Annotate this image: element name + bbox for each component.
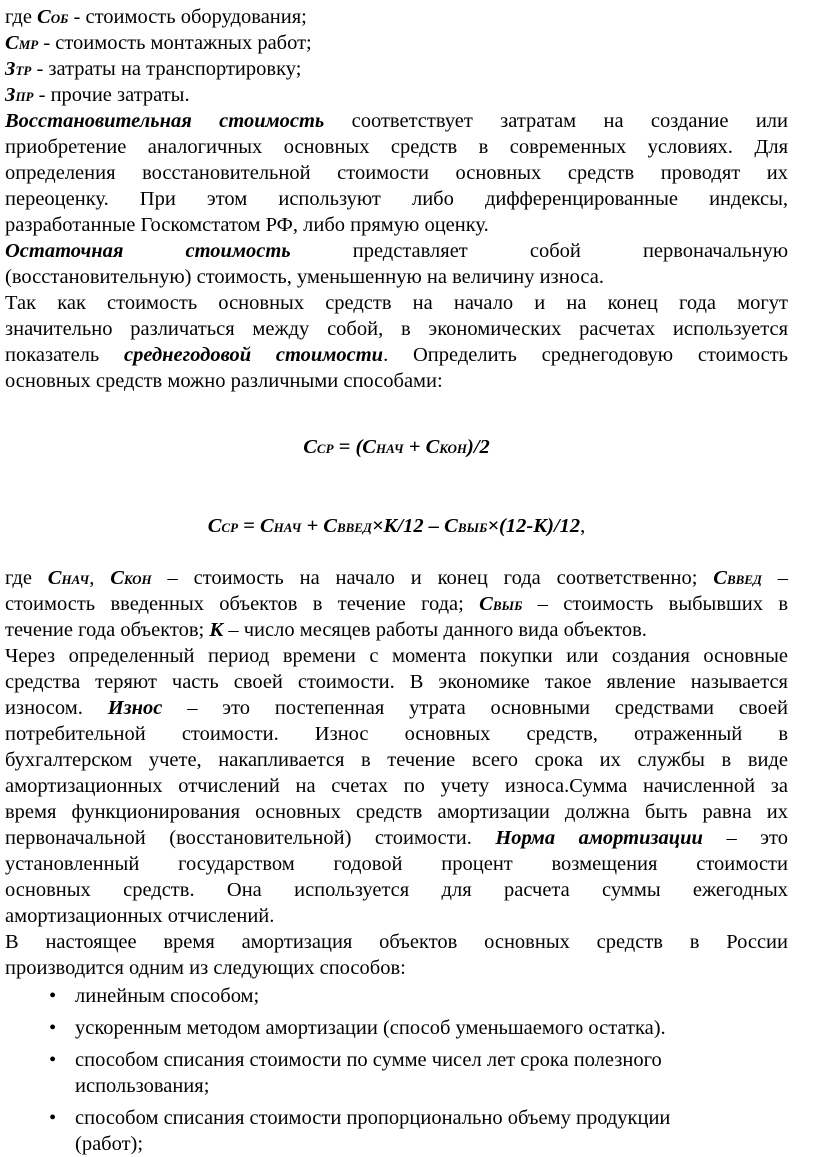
text: время функционирования основных средств амортизации должна быть равна их [5,801,788,823]
text: – [761,567,788,589]
text: ускоренным методом амортизации (способ уменьшаемого остатка). [75,1017,666,1039]
text: , [89,567,111,589]
text: – число месяцев работы данного вида объектов. [223,619,647,641]
text: линейным способом; [75,985,260,1007]
paragraph-line [5,903,788,929]
paragraph-line [5,290,788,316]
subscript: СР [316,441,334,456]
formula-part: ×(12-К)/12 [487,515,581,537]
paragraph-line [5,851,788,877]
text: первоначальной (восстановительной) стоимости. [5,827,496,849]
paragraph-line [5,695,788,721]
subscript: ОБ [50,11,69,26]
text: амортизационных отчислений. [5,905,275,927]
text: использования; [75,1075,210,1097]
text: износом. [5,697,108,719]
subscript: ВЫБ [457,520,488,535]
subscript: КОН [123,572,152,587]
paragraph-line [5,238,788,264]
text: основных средств. Она используется для расчета суммы ежегодных [5,879,788,901]
symbol: З [5,84,16,106]
main-text-block [5,565,788,1157]
list-item [5,1015,788,1041]
formula-part: С [207,515,222,537]
bullet-icon: • [49,1017,57,1039]
bullet-icon: • [49,1049,57,1071]
symbol: С [713,567,727,589]
text: приобретение аналогичных основных средств в современных условиях. Для [5,136,788,158]
text: – это [702,827,788,849]
subscript: ВВЕД [336,520,372,535]
text: стоимость введенных объектов в течение года; [5,593,480,615]
formula-part: , [580,515,586,537]
symbol: С [110,567,124,589]
text: определения восстановительной стоимости основных средств проводят их [5,162,788,184]
definition-line [5,4,788,30]
formula-part: + С [403,436,440,458]
text: (работ); [75,1133,144,1155]
term-average-cost: среднегодовой стоимости [124,344,384,366]
text: потребительной стоимости. Износ основных средств, отраженный в [5,723,788,745]
paragraph-line [5,721,788,747]
text: . Определить среднегодовую стоимость [383,344,788,366]
symbol: С [479,593,493,615]
text: течение года объектов; [5,619,210,641]
definitions-block [5,4,788,394]
text: (восстановительную) стоимость, уменьшенную на величину износа. [5,266,604,288]
text: установленный государством годовой процент возмещения стоимости [5,853,788,875]
formula-part: )/2 [467,436,490,458]
text: переоценку. При этом используют либо дифференцированные индексы, [5,188,788,210]
paragraph-line [5,747,788,773]
paragraph-line [5,773,788,799]
subscript: ВЫБ [492,598,523,613]
text: способом списания стоимости пропорционально объему продукции [75,1107,671,1129]
text: показатель [5,344,125,366]
paragraph-line [5,316,788,342]
paragraph-line [5,342,788,368]
text: соответствует затратам на создание или [324,110,788,132]
term-wear: Износ [107,697,163,719]
paragraph-line [5,955,788,981]
text: – стоимость выбывших в [522,593,789,615]
legend-line [5,591,788,617]
symbol: З [5,58,16,80]
list-item [5,1047,788,1099]
definition-line [5,30,788,56]
formula-part: ×К/12 – С [371,515,458,537]
text: бухгалтерском учете, накапливается в течение всего срока их службы в виде [5,749,788,771]
paragraph-line [5,825,788,851]
definition-text: - стоимость оборудования; [68,6,307,28]
legend-line [5,565,788,591]
bullet-icon: • [49,985,57,1007]
text: значительно различаться между собой, в экономических расчетах используется [5,318,788,340]
text: основных средств можно различными способами: [5,370,443,392]
paragraph-line [5,669,788,695]
definition-text: - прочие затраты. [33,84,190,106]
term-restoration-cost: Восстановительная стоимость [5,110,325,132]
text: разработанные Госкомстатом РФ, либо прямую оценку. [5,214,489,236]
formula-part: = (С [333,436,376,458]
paragraph-line [5,877,788,903]
formula-part: + С [301,515,337,537]
text: где [5,567,48,589]
paragraph-line [5,264,788,290]
symbol: С [37,6,51,28]
text: – это постепенная утрата основными средствами своей [162,697,788,719]
list-item [5,1105,788,1157]
term-depreciation-rate: Норма амортизации [495,827,703,849]
text: амортизационных отчислений на счетах по учету износа.Сумма начисленной за [5,775,788,797]
definition-line [5,82,788,108]
definition-line [5,56,788,82]
paragraph-line [5,160,788,186]
subscript: НАЧ [61,572,90,587]
paragraph-line [5,929,788,955]
formula-part: С [303,436,317,458]
text: представляет собой первоначальную [290,240,789,262]
definition-text: - затраты на транспортировку; [31,58,302,80]
text: производится одним из следующих способов: [5,957,406,979]
text: В настоящее время амортизация объектов основных средств в России [5,931,788,953]
subscript: ТР [15,63,32,78]
symbol: С [5,32,19,54]
paragraph-line [5,134,788,160]
definition-text: - стоимость монтажных работ; [38,32,312,54]
text: Так как стоимость основных средств на начало и на конец года могут [5,292,788,314]
list-item [5,983,788,1009]
formula-average-simple [5,434,788,460]
where-word: где [5,6,38,28]
text: средства теряют часть своей стоимости. В экономике такое явление называется [5,671,788,693]
paragraph-line [5,186,788,212]
paragraph-line [5,643,788,669]
paragraph-line [5,108,788,134]
paragraph-line [5,799,788,825]
paragraph-line [5,212,788,238]
subscript: СР [221,520,239,535]
subscript: МР [18,37,39,52]
text: способом списания стоимости по сумме чисел лет срока полезного [75,1049,662,1071]
bullet-icon: • [49,1107,57,1129]
text: Через определенный период времени с момента покупки или создания основные [5,645,788,667]
legend-line [5,617,788,643]
subscript: НАЧ [273,520,302,535]
subscript: ВВЕД [726,572,762,587]
formula-part: = С [238,515,274,537]
subscript: КОН [439,441,467,456]
text: – стоимость на начало и конец года соответственно; [151,567,714,589]
symbol: К [209,619,224,641]
subscript: ПР [15,89,34,104]
subscript: НАЧ [375,441,404,456]
formula-average-detailed [5,513,788,539]
term-residual-cost: Остаточная стоимость [5,240,291,262]
paragraph-line [5,368,788,394]
symbol: С [47,567,62,589]
